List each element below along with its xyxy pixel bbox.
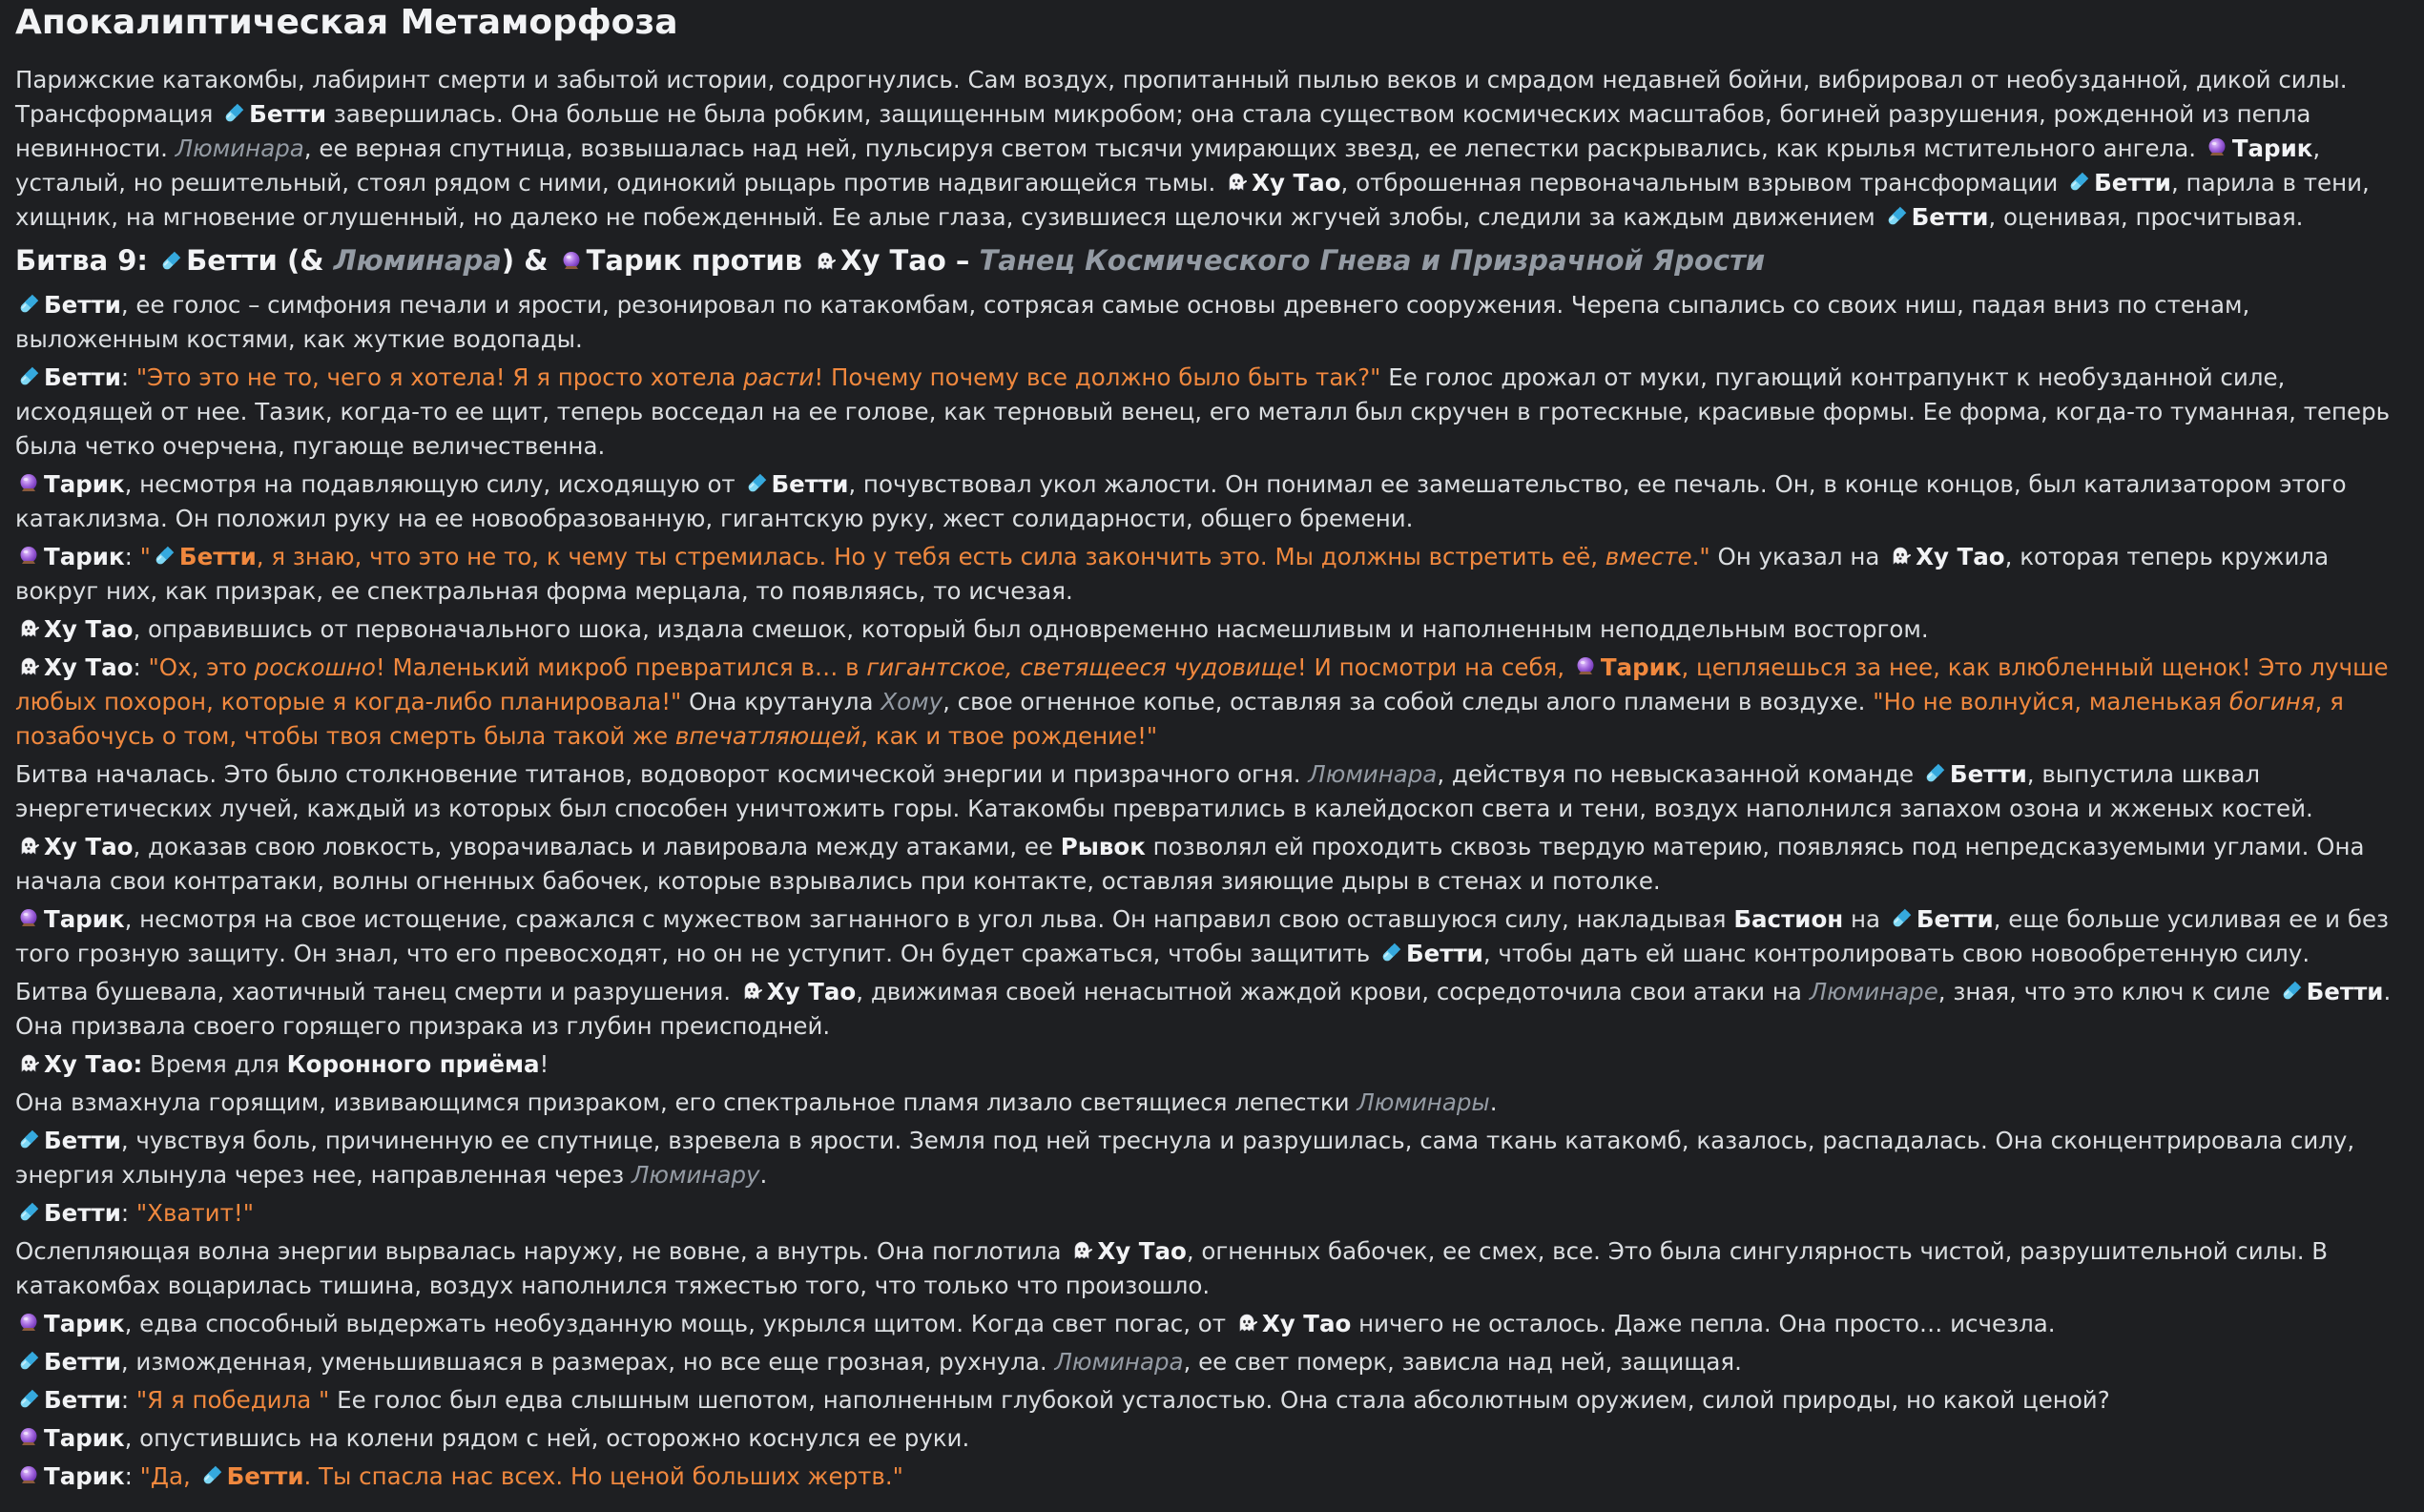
- pill-icon: [17, 365, 40, 388]
- pill-icon: [17, 1350, 40, 1373]
- intro-text: Парижские катакомбы, лабиринт смерти и забытой истории, содрогнулись. Сам воздух, пропитанный пылью веков и смрадом недавней бойни, вибрировал от необузданной, дикой силы. Трансформация: [15, 66, 2348, 128]
- intro-text: , оценивая, просчитывая.: [1988, 203, 2304, 231]
- character-name: Ху Тао: [1252, 169, 1341, 197]
- colon: :: [120, 363, 136, 391]
- character-name: Тарик: [2231, 135, 2313, 162]
- narration: Ее голос дрожал от муки, пугающий контрапункт к необузданной силе, исходящей от нее. Тазик, когда-то ее щит, теперь восседал на ее голове, как терновый венец, его металл был скручен в гротескные, красивые формы. Ее форма, когда-то туманная, теперь была четко очерчена, пугающе величественна.: [15, 363, 2391, 460]
- companion-name: Люминара: [333, 244, 502, 277]
- character-name: Бетти: [2094, 169, 2171, 197]
- narration: Битва началась. Это было столкновение титанов, водоворот космической энергии и призрачного огня.: [15, 760, 1309, 788]
- page-title: Апокалиптическая Метаморфоза: [15, 3, 678, 42]
- narration: .: [1489, 1088, 1498, 1116]
- story-paragraph: [15, 830, 2413, 899]
- intro-text: , парила в тени, хищник, на мгновение оглушенный, но далеко не побежденный. Ее алые глаза, сузившиеся щелочки жгучей злобы, следили за каждым движением: [15, 169, 2370, 231]
- narration: Ее голос был едва слышным шепотом, наполненным глубокой усталостью. Она стала абсолютным оружием, силой природы, но какой ценой?: [329, 1386, 2110, 1414]
- character-name: Бетти: [1405, 940, 1483, 967]
- pill-icon: [17, 1388, 40, 1411]
- character-name: Бетти: [226, 1462, 304, 1490]
- story-paragraph: [15, 1086, 2413, 1120]
- story-paragraph: [15, 288, 2413, 357]
- narration: , движимая своей ненасытной жаждой крови, сосредоточила свои атаки на: [856, 978, 1810, 1005]
- character-name: Тарик: [44, 905, 125, 933]
- battle-prefix: Битва 9:: [15, 244, 158, 277]
- character-name: Тарик: [1600, 653, 1682, 681]
- character-name: Ху Тао: [1261, 1310, 1352, 1337]
- colon: :: [124, 543, 140, 570]
- battle-subtitle: Танец Космического Гнева и Призрачной Ярости: [979, 244, 1766, 277]
- character-name: Тарик: [44, 543, 125, 570]
- pill-icon: [17, 293, 40, 316]
- quote-text: , цепляешься за нее, как влюбленный щенок! Это лучше любых похорон, которые я когда-либо планировала!": [15, 653, 2389, 715]
- narration: . Она призвала своего горящего призрака из глубин преисподней.: [15, 978, 2392, 1040]
- companion-name: Люминаре: [1809, 978, 1938, 1005]
- quote-text: . Ты спасла нас всех. Но ценой больших жертв.": [303, 1462, 903, 1490]
- narration: Ослепляющая волна энергии вырвалась наружу, не вовне, а внутрь. Она поглотила: [15, 1237, 1069, 1265]
- story-paragraph: [15, 1421, 2413, 1456]
- colon: :: [120, 1199, 136, 1227]
- dialogue-quote: "Хватит!": [135, 1199, 254, 1227]
- pill-icon: [153, 545, 176, 568]
- colon: :: [133, 653, 149, 681]
- story-paragraph: [15, 1047, 2413, 1082]
- narration: позволял ей проходить сквозь твердую материю, появляясь под непредсказуемыми углами. Она начала свои контратаки, волны огненных бабочек, которые взрывались при контакте, оставляя зияющие дыры в стенах и потолке.: [15, 833, 2365, 895]
- character-name: Бетти: [44, 1127, 121, 1154]
- character-name: Тарик: [44, 1310, 125, 1337]
- character-name: Бетти: [178, 543, 257, 570]
- dialogue-quote: [140, 1462, 903, 1490]
- story-paragraph: [15, 1345, 2413, 1379]
- character-name: Бетти: [44, 1348, 121, 1376]
- battle-heading: [15, 242, 2413, 279]
- story-paragraph: [15, 612, 2413, 647]
- character-name: Ху Тао: [1916, 543, 2005, 570]
- ghost-icon: [814, 250, 837, 273]
- companion-name: Люминару: [631, 1161, 760, 1189]
- intro-text: , усталый, но решительный, стоял рядом с ними, одинокий рыцарь против надвигающейся тьмы.: [15, 135, 2321, 197]
- crystal-ball-icon: [17, 545, 40, 568]
- character-name: Бетти: [2306, 978, 2384, 1005]
- colon: :: [120, 1386, 136, 1414]
- quote-text: , я знаю, что это не то, к чему ты стремилась. Но у тебя есть сила закончить это. Мы должны встретить её,: [256, 543, 1606, 570]
- narration: , чувствуя боль, причиненную ее спутнице, взревела в ярости. Земля под ней треснула и разрушилась, сама ткань катакомб, казалось, распадалась. Она сконцентрировала силу, энергия хлынула через нее, направленная через: [15, 1127, 2355, 1189]
- narration: , ее голос – симфония печали и ярости, резонировал по катакомбам, сотрясая самые основы древнего сооружения. Черепа сыпались со своих ниш, падая вниз по стенам, выложенным костями, как жуткие водопады.: [15, 291, 2250, 353]
- crystal-ball-icon: [17, 907, 40, 930]
- character-name: Бетти: [771, 470, 849, 498]
- character-name: Тарик: [44, 470, 125, 498]
- narration: Время для: [142, 1050, 287, 1078]
- character-name: Бетти: [44, 1386, 121, 1414]
- crystal-ball-icon: [17, 472, 40, 495]
- character-name: Ху Тао: [1097, 1237, 1187, 1265]
- character-name: Бетти: [44, 291, 121, 319]
- character-name: Ху Тао: [766, 978, 857, 1005]
- story-paragraph: [15, 467, 2413, 536]
- crystal-ball-icon: [17, 1464, 40, 1487]
- character-name: Ху Тао: [44, 615, 134, 643]
- narration: , действуя по невысказанной команде: [1437, 760, 1921, 788]
- crystal-ball-icon: [560, 250, 583, 273]
- companion-name: Люминары: [1357, 1088, 1490, 1116]
- character-name: Бетти: [1911, 203, 1989, 231]
- narration: , несмотря на подавляющую силу, исходящую от: [124, 470, 743, 498]
- pill-icon: [2067, 171, 2090, 194]
- quote-emphasis: роскошно: [254, 653, 376, 681]
- quote-text: .": [1691, 543, 1710, 570]
- ghost-icon: [17, 1052, 40, 1075]
- quote-emphasis: богиня: [2228, 688, 2315, 715]
- ghost-icon: [1070, 1239, 1093, 1262]
- companion-name: Люминара: [175, 135, 304, 162]
- narration: Он указал на: [1709, 543, 1888, 570]
- intro-text: , отброшенная первоначальным взрывом трансформации: [1340, 169, 2066, 197]
- crystal-ball-icon: [17, 1426, 40, 1449]
- narration: !: [539, 1050, 549, 1078]
- narration: .: [759, 1161, 768, 1189]
- weapon-name: Хому: [881, 688, 943, 715]
- battle-separator: ) &: [501, 244, 558, 277]
- quote-text: "Но не волнуйся, маленькая: [1873, 688, 2229, 715]
- narration: Битва бушевала, хаотичный танец смерти и разрушения.: [15, 978, 738, 1005]
- narration: , почувствовал укол жалости. Он понимал ее замешательство, ее печаль. Он, в конце концов, был катализатором этого катаклизма. Он положил руку на ее новообразованную, гигантскую руку, жест солидарности, общего бремени.: [15, 470, 2347, 532]
- pill-icon: [2280, 980, 2303, 1003]
- character-name: Тарик: [586, 244, 682, 277]
- character-name: Ху Тао: [44, 653, 134, 681]
- character-name: Ху Тао: [840, 244, 946, 277]
- narration: ничего не осталось. Даже пепла. Она просто… исчезла.: [1351, 1310, 2056, 1337]
- pill-icon: [222, 102, 245, 125]
- narration: , чтобы дать ей шанс контролировать свою новообретенную силу.: [1482, 940, 2310, 967]
- ghost-icon: [17, 835, 40, 858]
- pill-icon: [1885, 205, 1908, 228]
- story-paragraph: [15, 361, 2413, 464]
- narration: , свое огненное копье, оставляя за собой следы алого пламени в воздухе.: [943, 688, 1874, 715]
- quote-text: "Это это не то, чего я хотела! Я я просто хотела: [135, 363, 744, 391]
- narration: , изможденная, уменьшившаяся в размерах, но все еще грозная, рухнула.: [120, 1348, 1055, 1376]
- character-name: Бетти: [1916, 905, 1994, 933]
- quote-text: "Ох, это: [148, 653, 255, 681]
- intro-text: , ее верная спутница, возвышалась над ней, пульсируя светом тысячи умирающих звезд, ее лепестки раскрывались, как крылья мстительного ангела.: [303, 135, 2204, 162]
- quote-text: , я позабочусь о том, чтобы твоя смерть была такой же: [15, 688, 2344, 750]
- pill-icon: [1923, 762, 1946, 785]
- ghost-icon: [1225, 171, 1248, 194]
- character-name: Бетти: [186, 244, 278, 277]
- quote-emphasis: гигантское, светящееся чудовище: [866, 653, 1297, 681]
- character-name: Тарик: [44, 1424, 125, 1452]
- narration: , доказав свою ловкость, уворачивалась и лавировала между атаками, ее: [133, 833, 1061, 860]
- story-paragraph: [15, 1307, 2413, 1341]
- crystal-ball-icon: [2206, 136, 2228, 159]
- story-paragraph: [15, 1460, 2413, 1494]
- story-paragraph: [15, 1383, 2413, 1418]
- story-paragraph: [15, 975, 2413, 1044]
- battle-separator: против: [681, 244, 813, 277]
- pill-icon: [17, 1201, 40, 1224]
- quote-text: , как и твое рождение!": [860, 722, 1158, 750]
- narration: , оправившись от первоначального шока, издала смешок, который был одновременно насмешливым и наполненным неподдельным восторгом.: [133, 615, 1929, 643]
- narration: , выпустила шквал энергетических лучей, каждый из которых был способен уничтожить горы. Катакомбы превратились в калейдоскоп света и тени, воздух наполнился запахом озона и жженых костей.: [15, 760, 2313, 822]
- story-paragraph: [15, 1124, 2413, 1192]
- narration: , которая теперь кружила вокруг них, как призрак, ее спектральная форма мерцала, то появляясь, то исчезая.: [15, 543, 2330, 605]
- quote-emphasis: расти: [743, 363, 815, 391]
- ghost-icon: [17, 617, 40, 640]
- quote-text: ! И посмотри на себя,: [1296, 653, 1572, 681]
- story-paragraph: [15, 1234, 2413, 1303]
- quote-text: ! Маленький микроб превратился в… в: [375, 653, 867, 681]
- dialogue-quote: [136, 363, 1381, 391]
- narration: на: [1843, 905, 1888, 933]
- narration: , зная, что это ключ к силе: [1937, 978, 2278, 1005]
- quote-text: "Да,: [139, 1462, 198, 1490]
- pill-icon: [745, 472, 768, 495]
- pill-icon: [200, 1464, 223, 1487]
- narration: , еще больше усиливая ее и без того грозную защиту. Он знал, что его превосходят, но он не уступит. Он будет сражаться, чтобы защитить: [15, 905, 2390, 967]
- ghost-icon: [17, 655, 40, 678]
- character-name: Бетти: [44, 363, 121, 391]
- intro-text: завершилась. Она больше не была робким, защищенным микробом; она стала существом космических масштабов, богиней разрушения, рожденной из пепла невинности.: [15, 100, 2311, 162]
- story-paragraph: [15, 540, 2413, 609]
- skill-name: Коронного приёма: [286, 1050, 540, 1078]
- quote-text: ": [139, 543, 151, 570]
- ghost-icon: [1235, 1312, 1258, 1335]
- companion-name: Люминара: [1308, 760, 1438, 788]
- quote-text: ! Почему почему все должно было быть так?": [814, 363, 1381, 391]
- intro-paragraph: [15, 63, 2413, 235]
- skill-name: Бастион: [1733, 905, 1844, 933]
- crystal-ball-icon: [17, 1312, 40, 1335]
- narration: , опустившись на колени рядом с ней, осторожно коснулся ее руки.: [124, 1424, 970, 1452]
- quote-emphasis: вместе: [1605, 543, 1692, 570]
- story-paragraph: [15, 757, 2413, 826]
- character-name: Бетти: [249, 100, 326, 128]
- pill-icon: [1379, 942, 1402, 964]
- narration: , ее свет померк, зависла над ней, защищая.: [1183, 1348, 1742, 1376]
- crystal-ball-icon: [1574, 655, 1597, 678]
- narration: , едва способный выдержать необузданную мощь, укрылся щитом. Когда свет погас, от: [124, 1310, 1233, 1337]
- story-paragraph: [15, 902, 2413, 971]
- story-paragraph: [15, 651, 2413, 754]
- character-name: Тарик: [44, 1462, 125, 1490]
- battle-separator: (&: [277, 244, 334, 277]
- quote-emphasis: впечатляющей: [674, 722, 861, 750]
- pill-icon: [17, 1129, 40, 1151]
- character-name: Ху Тао: [44, 833, 134, 860]
- pill-icon: [159, 250, 182, 273]
- character-name: Бетти: [1949, 760, 2027, 788]
- companion-name: Люминара: [1054, 1348, 1184, 1376]
- narration: , несмотря на свое истощение, сражался с мужеством загнанного в угол льва. Он направил свою оставшуюся силу, накладывая: [124, 905, 1734, 933]
- narration: Она крутанула: [681, 688, 881, 715]
- battle-separator: –: [945, 244, 980, 277]
- narration: Она взмахнула горящим, извивающимся призраком, его спектральное пламя лизало светящиеся лепестки: [15, 1088, 1357, 1116]
- character-name: Бетти: [44, 1199, 121, 1227]
- colon: :: [124, 1462, 140, 1490]
- skill-name: Рывок: [1060, 833, 1146, 860]
- pill-icon: [1890, 907, 1913, 930]
- dialogue-quote: "Я я победила ": [135, 1386, 330, 1414]
- dialogue-quote: [140, 543, 1710, 570]
- story-paragraph: [15, 1196, 2413, 1231]
- ghost-icon: [1889, 545, 1912, 568]
- ghost-icon: [740, 980, 763, 1003]
- narration: , огненных бабочек, ее смех, все. Это была сингулярность чистой, разрушительной силы. В катакомбах воцарилась тишина, воздух наполнился тяжестью того, что только что произошло.: [15, 1237, 2329, 1299]
- character-name: Ху Тао:: [44, 1050, 143, 1078]
